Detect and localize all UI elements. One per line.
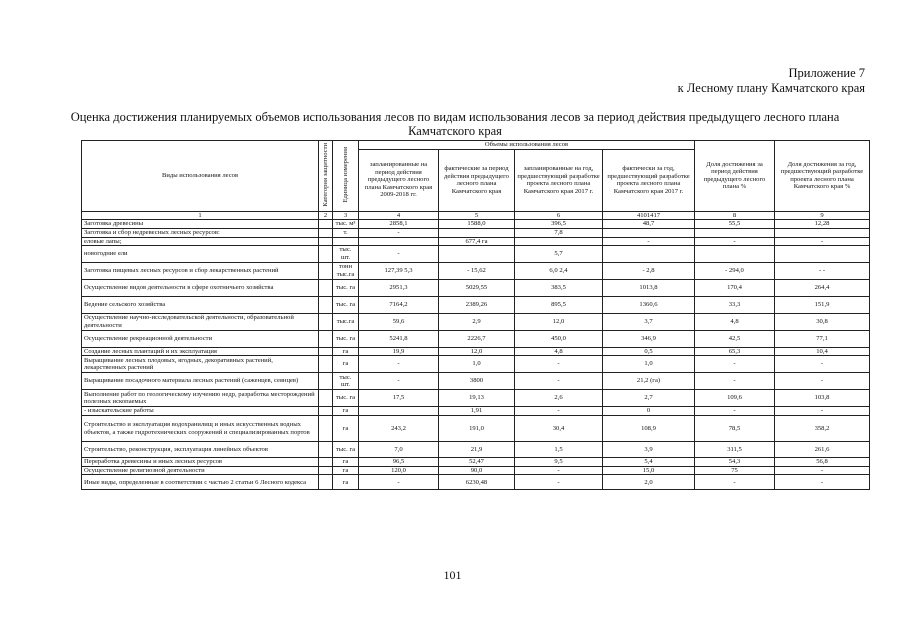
row-actual-year-cell: 1013,8 [603,279,695,296]
row-actual-period-cell: 677,4 га [439,237,515,246]
row-kind-cell: новогодние ели [82,246,319,262]
row-share-period-cell: 65,3 [695,347,775,356]
row-share-period-cell: 54,3 [695,458,775,467]
row-unit-cell: тыс. шт. [333,246,359,262]
row-planned-year-cell: 6,0 2,4 [515,262,603,279]
row-unit-cell: га [333,416,359,442]
row-planned-year-cell: - [515,407,603,416]
row-kind-cell: еловые лапы; [82,237,319,246]
row-kind-cell: Иные виды, определенные в соответствии с частью 2 статьи 6 Лесного кодекса [82,475,319,490]
row-actual-year-cell: 2,0 [603,475,695,490]
row-unit-cell: т. [333,228,359,237]
row-category-cell [319,279,333,296]
table-row [82,458,870,467]
row-planned-period-cell: 7,0 [359,442,439,458]
row-planned-year-cell: 383,5 [515,279,603,296]
row-actual-period-cell: 1,91 [439,407,515,416]
row-share-year-cell: - [775,373,870,390]
row-actual-period-cell: 19,13 [439,390,515,407]
row-planned-year-cell: 9,5 [515,458,603,467]
row-share-period-cell: - [695,475,775,490]
row-planned-year-cell: 1,5 [515,442,603,458]
row-share-year-cell [775,246,870,262]
row-category-cell [319,237,333,246]
row-share-year-cell: - [775,237,870,246]
row-kind-cell: Осуществление рекреационной деятельности [82,330,319,347]
row-unit-cell: га [333,466,359,475]
row-kind-cell: Осуществление видов деятельности в сфере охотничьего хозяйства [82,279,319,296]
row-share-year-cell: 56,8 [775,458,870,467]
table-row [82,466,870,475]
table-row [82,330,870,347]
row-actual-period-cell: 2389,26 [439,296,515,313]
row-category-cell [319,475,333,490]
row-unit-cell: га [333,475,359,490]
row-planned-period-cell: - [359,373,439,390]
table-row [82,262,870,279]
row-share-year-cell: - - [775,262,870,279]
row-planned-year-cell: - [515,475,603,490]
row-unit-cell: га [333,356,359,373]
row-category-cell [319,458,333,467]
row-unit-cell: тыс. шт. [333,373,359,390]
header-kinds: Виды использования лесов [82,141,319,212]
row-planned-year-cell [515,237,603,246]
row-unit-cell: га [333,407,359,416]
row-planned-year-cell: 7,8 [515,228,603,237]
row-actual-year-cell: 15,0 [603,466,695,475]
row-planned-period-cell: 120,0 [359,466,439,475]
col-7-note: 4101417 [636,211,661,219]
col-number-5: 5 [439,211,515,220]
row-share-year-cell: 103,8 [775,390,870,407]
row-actual-year-cell: 0,5 [603,347,695,356]
row-category-cell [319,262,333,279]
row-share-period-cell: 311,5 [695,442,775,458]
table-row [82,416,870,442]
row-planned-period-cell [359,237,439,246]
row-actual-year-cell: - [603,237,695,246]
row-planned-period-cell: - [359,228,439,237]
row-actual-period-cell: 90,0 [439,466,515,475]
row-planned-period-cell: 2951,3 [359,279,439,296]
row-kind-cell: Заготовка древесины [82,220,319,229]
row-actual-period-cell: 191,0 [439,416,515,442]
row-share-period-cell: - [695,356,775,373]
usage-assessment-table [81,140,870,490]
row-share-period-cell: 75 [695,466,775,475]
row-share-year-cell: 151,9 [775,296,870,313]
row-planned-year-cell: - [515,466,603,475]
row-planned-period-cell: 127,39 5,3 [359,262,439,279]
header-actual-year: фактически за год, предшествующий разработке проекта лесного плана Камчатского края 2017 г. [603,149,695,211]
row-planned-year-cell: 895,5 [515,296,603,313]
row-actual-year-cell: 1360,6 [603,296,695,313]
row-share-year-cell: - [775,466,870,475]
row-category-cell [319,228,333,237]
col-number-8: 8 [695,211,775,220]
row-share-period-cell: 78,5 [695,416,775,442]
row-category-cell [319,416,333,442]
header-share-year: Доля достижения за год, предшествующий разработке проекта лесного плана Камчатского края % [775,141,870,212]
table-row [82,237,870,246]
row-share-year-cell: 10,4 [775,347,870,356]
col-number-1: 1 [82,211,319,220]
header-share-period: Доля достижения за период действия предыдущего лесного плана % [695,141,775,212]
row-category-cell [319,466,333,475]
row-planned-year-cell: 2,6 [515,390,603,407]
row-category-cell [319,330,333,347]
row-actual-period-cell: 12,0 [439,347,515,356]
row-kind-cell: Осуществление религиозной деятельности [82,466,319,475]
table-row [82,356,870,373]
row-category-cell [319,246,333,262]
row-planned-year-cell: 396,5 [515,220,603,229]
row-kind-cell: Выращивание посадочного материала лесных растений (саженцев, сеянцев) [82,373,319,390]
header-unit: Единица измерения [333,141,359,212]
row-share-year-cell [775,228,870,237]
header-planned-period: запланированные на период действия предыдущего лесного плана Камчатского края 2009-2018 гг. [359,149,439,211]
row-share-period-cell: 33,3 [695,296,775,313]
row-share-year-cell: - [775,356,870,373]
col-number-6: 6 [515,211,603,220]
row-planned-period-cell [359,407,439,416]
row-planned-period-cell: 96,5 [359,458,439,467]
row-planned-period-cell: 5241,8 [359,330,439,347]
row-actual-year-cell: 108,9 [603,416,695,442]
row-planned-period-cell: 19,9 [359,347,439,356]
row-share-period-cell: - 294,0 [695,262,775,279]
header-planned-year: запланированные на год, предшествующий разработке проекта лесного плана Камчатского края 2017 г. [515,149,603,211]
row-planned-period-cell: 17,5 [359,390,439,407]
row-category-cell [319,313,333,330]
row-share-period-cell: 109,6 [695,390,775,407]
row-planned-year-cell: 30,4 [515,416,603,442]
appendix-line-2: к Лесному плану Камчатского края [677,81,865,95]
row-kind-cell: Строительство и эксплуатация водохранилищ и иных искусственных водных объектов, а также гидротехнических сооружений и специализированных портов [82,416,319,442]
row-actual-period-cell [439,246,515,262]
row-unit-cell [333,237,359,246]
row-planned-year-cell: - [515,356,603,373]
row-kind-cell: - изыскательские работы [82,407,319,416]
row-kind-cell: Выращивание лесных плодовых, ягодных, декоративных растений, лекарственных растений [82,356,319,373]
page-number: 101 [443,568,462,582]
table-row [82,347,870,356]
table-row [82,442,870,458]
row-actual-year-cell: 5,4 [603,458,695,467]
row-planned-period-cell: 243,2 [359,416,439,442]
row-actual-period-cell: 6230,48 [439,475,515,490]
row-category-cell [319,347,333,356]
table-row [82,390,870,407]
row-share-year-cell: - [775,475,870,490]
row-share-period-cell: 170,4 [695,279,775,296]
row-actual-year-cell [603,246,695,262]
row-category-cell [319,407,333,416]
row-actual-year-cell: 346,9 [603,330,695,347]
row-planned-year-cell: 5,7 [515,246,603,262]
table-row [82,475,870,490]
row-share-year-cell: 77,1 [775,330,870,347]
row-unit-cell: тыс. га [333,279,359,296]
row-share-period-cell: - [695,407,775,416]
row-actual-period-cell: - 15,62 [439,262,515,279]
row-actual-year-cell: - 2,8 [603,262,695,279]
header-category: Категория защитности [319,141,333,212]
row-share-period-cell: 42,5 [695,330,775,347]
table-row [82,296,870,313]
row-unit-cell: тыс. га [333,390,359,407]
row-planned-period-cell: 7164,2 [359,296,439,313]
appendix-label [678,66,865,96]
row-category-cell [319,390,333,407]
row-category-cell [319,373,333,390]
header-actual-period: фактические за период действия предыдущего лесного плана Камчатского края [439,149,515,211]
row-actual-period-cell: 2,9 [439,313,515,330]
row-unit-cell: га [333,347,359,356]
row-actual-period-cell: 52,47 [439,458,515,467]
row-actual-year-cell: 21,2 (га) [603,373,695,390]
row-planned-period-cell: - [359,356,439,373]
row-planned-period-cell: - [359,246,439,262]
row-share-year-cell: 261,6 [775,442,870,458]
col-number-2: 2 [319,211,333,220]
row-share-period-cell [695,246,775,262]
row-category-cell [319,356,333,373]
col-number-4: 4 [359,211,439,220]
document-title: Оценка достижения планируемых объемов использования лесов по видам использования лесов за период действия предыдущего лесного плана Камчатского края [70,110,840,138]
row-share-period-cell: 4,8 [695,313,775,330]
row-share-period-cell: - [695,373,775,390]
row-unit-cell: тыс.га [333,313,359,330]
row-share-year-cell: 358,2 [775,416,870,442]
row-kind-cell: Заготовка пищевых лесных ресурсов и сбор лекарственных растений [82,262,319,279]
row-actual-period-cell: 5029,55 [439,279,515,296]
row-planned-period-cell: - [359,475,439,490]
table-row [82,279,870,296]
row-actual-year-cell: 48,7 [603,220,695,229]
row-kind-cell: Ведение сельского хозяйства [82,296,319,313]
row-planned-period-cell: 59,6 [359,313,439,330]
row-planned-year-cell: 12,0 [515,313,603,330]
header-volumes-group: Объемы использования лесов [359,141,695,150]
row-unit-cell: тыс. га [333,330,359,347]
row-actual-period-cell [439,228,515,237]
row-unit-cell: тыс. га [333,296,359,313]
col-number-3: 3 [333,211,359,220]
row-actual-period-cell: 1,0 [439,356,515,373]
table-row [82,313,870,330]
row-kind-cell: Строительство, реконструкция, эксплуатация линейных объектов [82,442,319,458]
row-actual-year-cell: 2,7 [603,390,695,407]
row-kind-cell: Осуществление научно-исследовательской деятельности, образовательной деятельности [82,313,319,330]
row-category-cell [319,220,333,229]
row-actual-period-cell: 21,9 [439,442,515,458]
row-actual-period-cell: 1588,0 [439,220,515,229]
row-actual-year-cell [603,228,695,237]
row-actual-year-cell: 0 [603,407,695,416]
table-row [82,220,870,229]
row-planned-year-cell: 450,0 [515,330,603,347]
row-share-year-cell: 12,28 [775,220,870,229]
col-number-9: 9 [775,211,870,220]
appendix-line-1: Приложение 7 [788,66,865,80]
row-unit-cell: тонн тыс.га [333,262,359,279]
row-planned-period-cell: 2858,1 [359,220,439,229]
row-share-period-cell [695,228,775,237]
row-share-year-cell: 30,8 [775,313,870,330]
row-kind-cell: Выполнение работ по геологическому изучению недр, разработка месторождений полезных ископаемых [82,390,319,407]
table-row [82,407,870,416]
row-actual-period-cell: 3800 [439,373,515,390]
row-planned-year-cell: 4,8 [515,347,603,356]
row-actual-year-cell: 3,9 [603,442,695,458]
table-row [82,228,870,237]
row-kind-cell: Заготовка и сбор недревесных лесных ресурсов: [82,228,319,237]
row-category-cell [319,442,333,458]
row-share-period-cell: - [695,237,775,246]
row-kind-cell: Создание лесных плантаций и их эксплуатация [82,347,319,356]
row-unit-cell: тыс. га [333,442,359,458]
row-share-year-cell: - [775,407,870,416]
table-row [82,373,870,390]
row-category-cell [319,296,333,313]
row-actual-year-cell: 3,7 [603,313,695,330]
row-planned-year-cell: - [515,373,603,390]
row-kind-cell: Переработка древесины и иных лесных ресурсов [82,458,319,467]
row-unit-cell: тыс. м³ [333,220,359,229]
row-share-year-cell: 264,4 [775,279,870,296]
table-row [82,246,870,262]
row-actual-period-cell: 2226,7 [439,330,515,347]
col-number-7 [603,211,695,220]
row-unit-cell: га [333,458,359,467]
row-actual-year-cell: 1,0 [603,356,695,373]
row-share-period-cell: 55,5 [695,220,775,229]
